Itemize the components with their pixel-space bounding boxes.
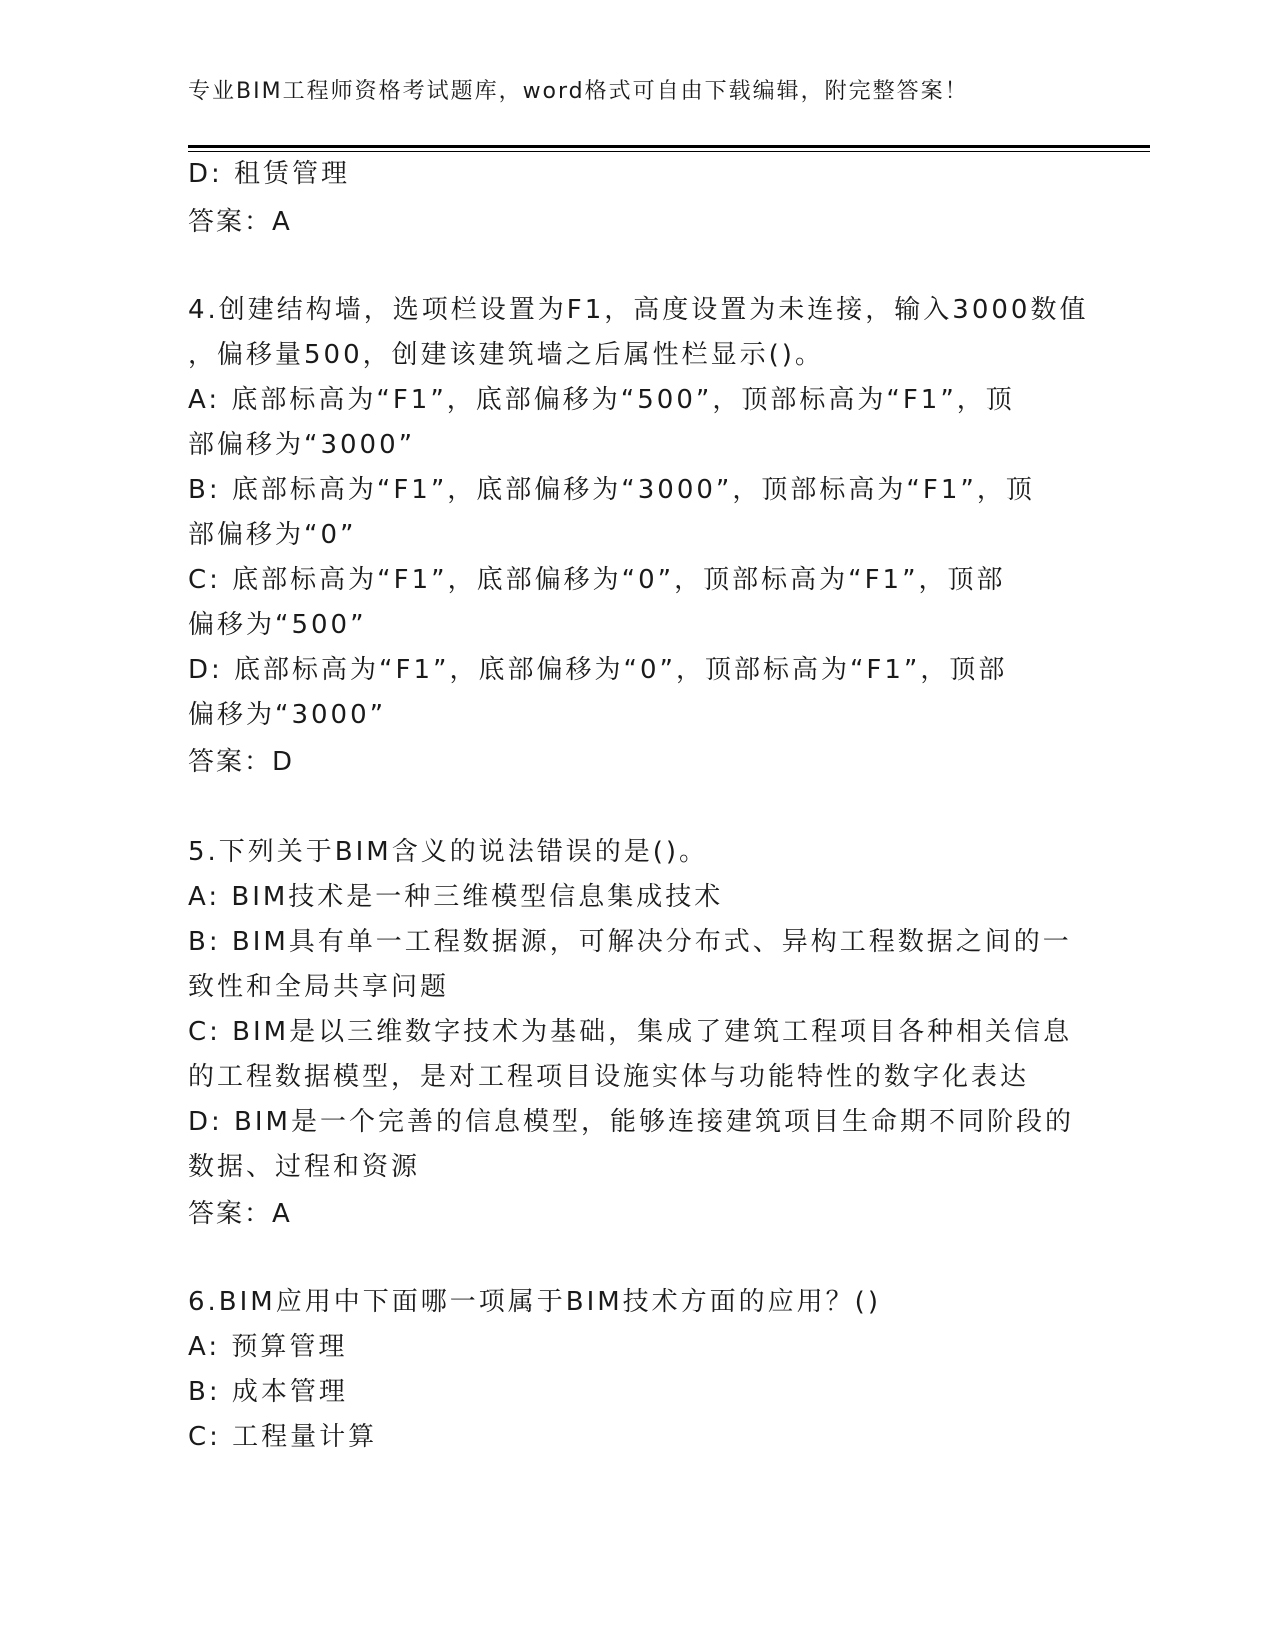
q5-option-a: A: BIM技术是一种三维模型信息集成技术 bbox=[188, 882, 724, 912]
q4-stem-line2: ，偏移量500，创建该建筑墙之后属性栏显示()。 bbox=[188, 340, 824, 370]
q4-option-c-line2: 偏移为“500” bbox=[188, 610, 367, 640]
q5-option-d-line2: 数据、过程和资源 bbox=[188, 1152, 421, 1182]
q5-stem: 5.下列关于BIM含义的说法错误的是()。 bbox=[188, 837, 709, 867]
header-divider-thick bbox=[188, 145, 1150, 148]
q4-option-d-line2: 偏移为“3000” bbox=[188, 700, 387, 730]
page-header: 专业BIM工程师资格考试题库，word格式可自由下载编辑，附完整答案！ bbox=[188, 79, 969, 104]
q5-option-d-line1: D: BIM是一个完善的信息模型，能够连接建筑项目生命期不同阶段的 bbox=[188, 1107, 1074, 1137]
q4-stem-line1: 4.创建结构墙，选项栏设置为F1，高度设置为未连接，输入3000数值 bbox=[188, 295, 1089, 325]
header-divider-thin bbox=[188, 151, 1150, 152]
q6-option-c: C: 工程量计算 bbox=[188, 1422, 378, 1452]
q5-option-b-line1: B: BIM具有单一工程数据源，可解决分布式、异构工程数据之间的一 bbox=[188, 927, 1072, 957]
q6-stem: 6.BIM应用中下面哪一项属于BIM技术方面的应用？() bbox=[188, 1287, 881, 1317]
q4-option-a-line1: A: 底部标高为“F1”，底部偏移为“500”，顶部标高为“F1”，顶 bbox=[188, 385, 1015, 415]
q5-option-b-line2: 致性和全局共享问题 bbox=[188, 972, 450, 1002]
q4-option-b-line2: 部偏移为“0” bbox=[188, 520, 357, 550]
q4-option-d-line1: D: 底部标高为“F1”，底部偏移为“0”，顶部标高为“F1”，顶部 bbox=[188, 655, 1008, 685]
q4-option-b-line1: B: 底部标高为“F1”，底部偏移为“3000”，顶部标高为“F1”，顶 bbox=[188, 475, 1035, 505]
q5-option-c-line2: 的工程数据模型，是对工程项目设施实体与功能特性的数字化表达 bbox=[188, 1062, 1030, 1092]
q6-option-a: A: 预算管理 bbox=[188, 1332, 348, 1362]
q4-answer: 答案：D bbox=[188, 747, 295, 777]
q5-option-c-line1: C: BIM是以三维数字技术为基础，集成了建筑工程项目各种相关信息 bbox=[188, 1017, 1073, 1047]
q3-option-d: D: 租赁管理 bbox=[188, 159, 351, 189]
q5-answer: 答案：A bbox=[188, 1199, 292, 1229]
q6-option-b: B: 成本管理 bbox=[188, 1377, 348, 1407]
q4-option-c-line1: C: 底部标高为“F1”，底部偏移为“0”，顶部标高为“F1”，顶部 bbox=[188, 565, 1006, 595]
q4-option-a-line2: 部偏移为“3000” bbox=[188, 430, 416, 460]
q3-answer: 答案：A bbox=[188, 207, 292, 237]
